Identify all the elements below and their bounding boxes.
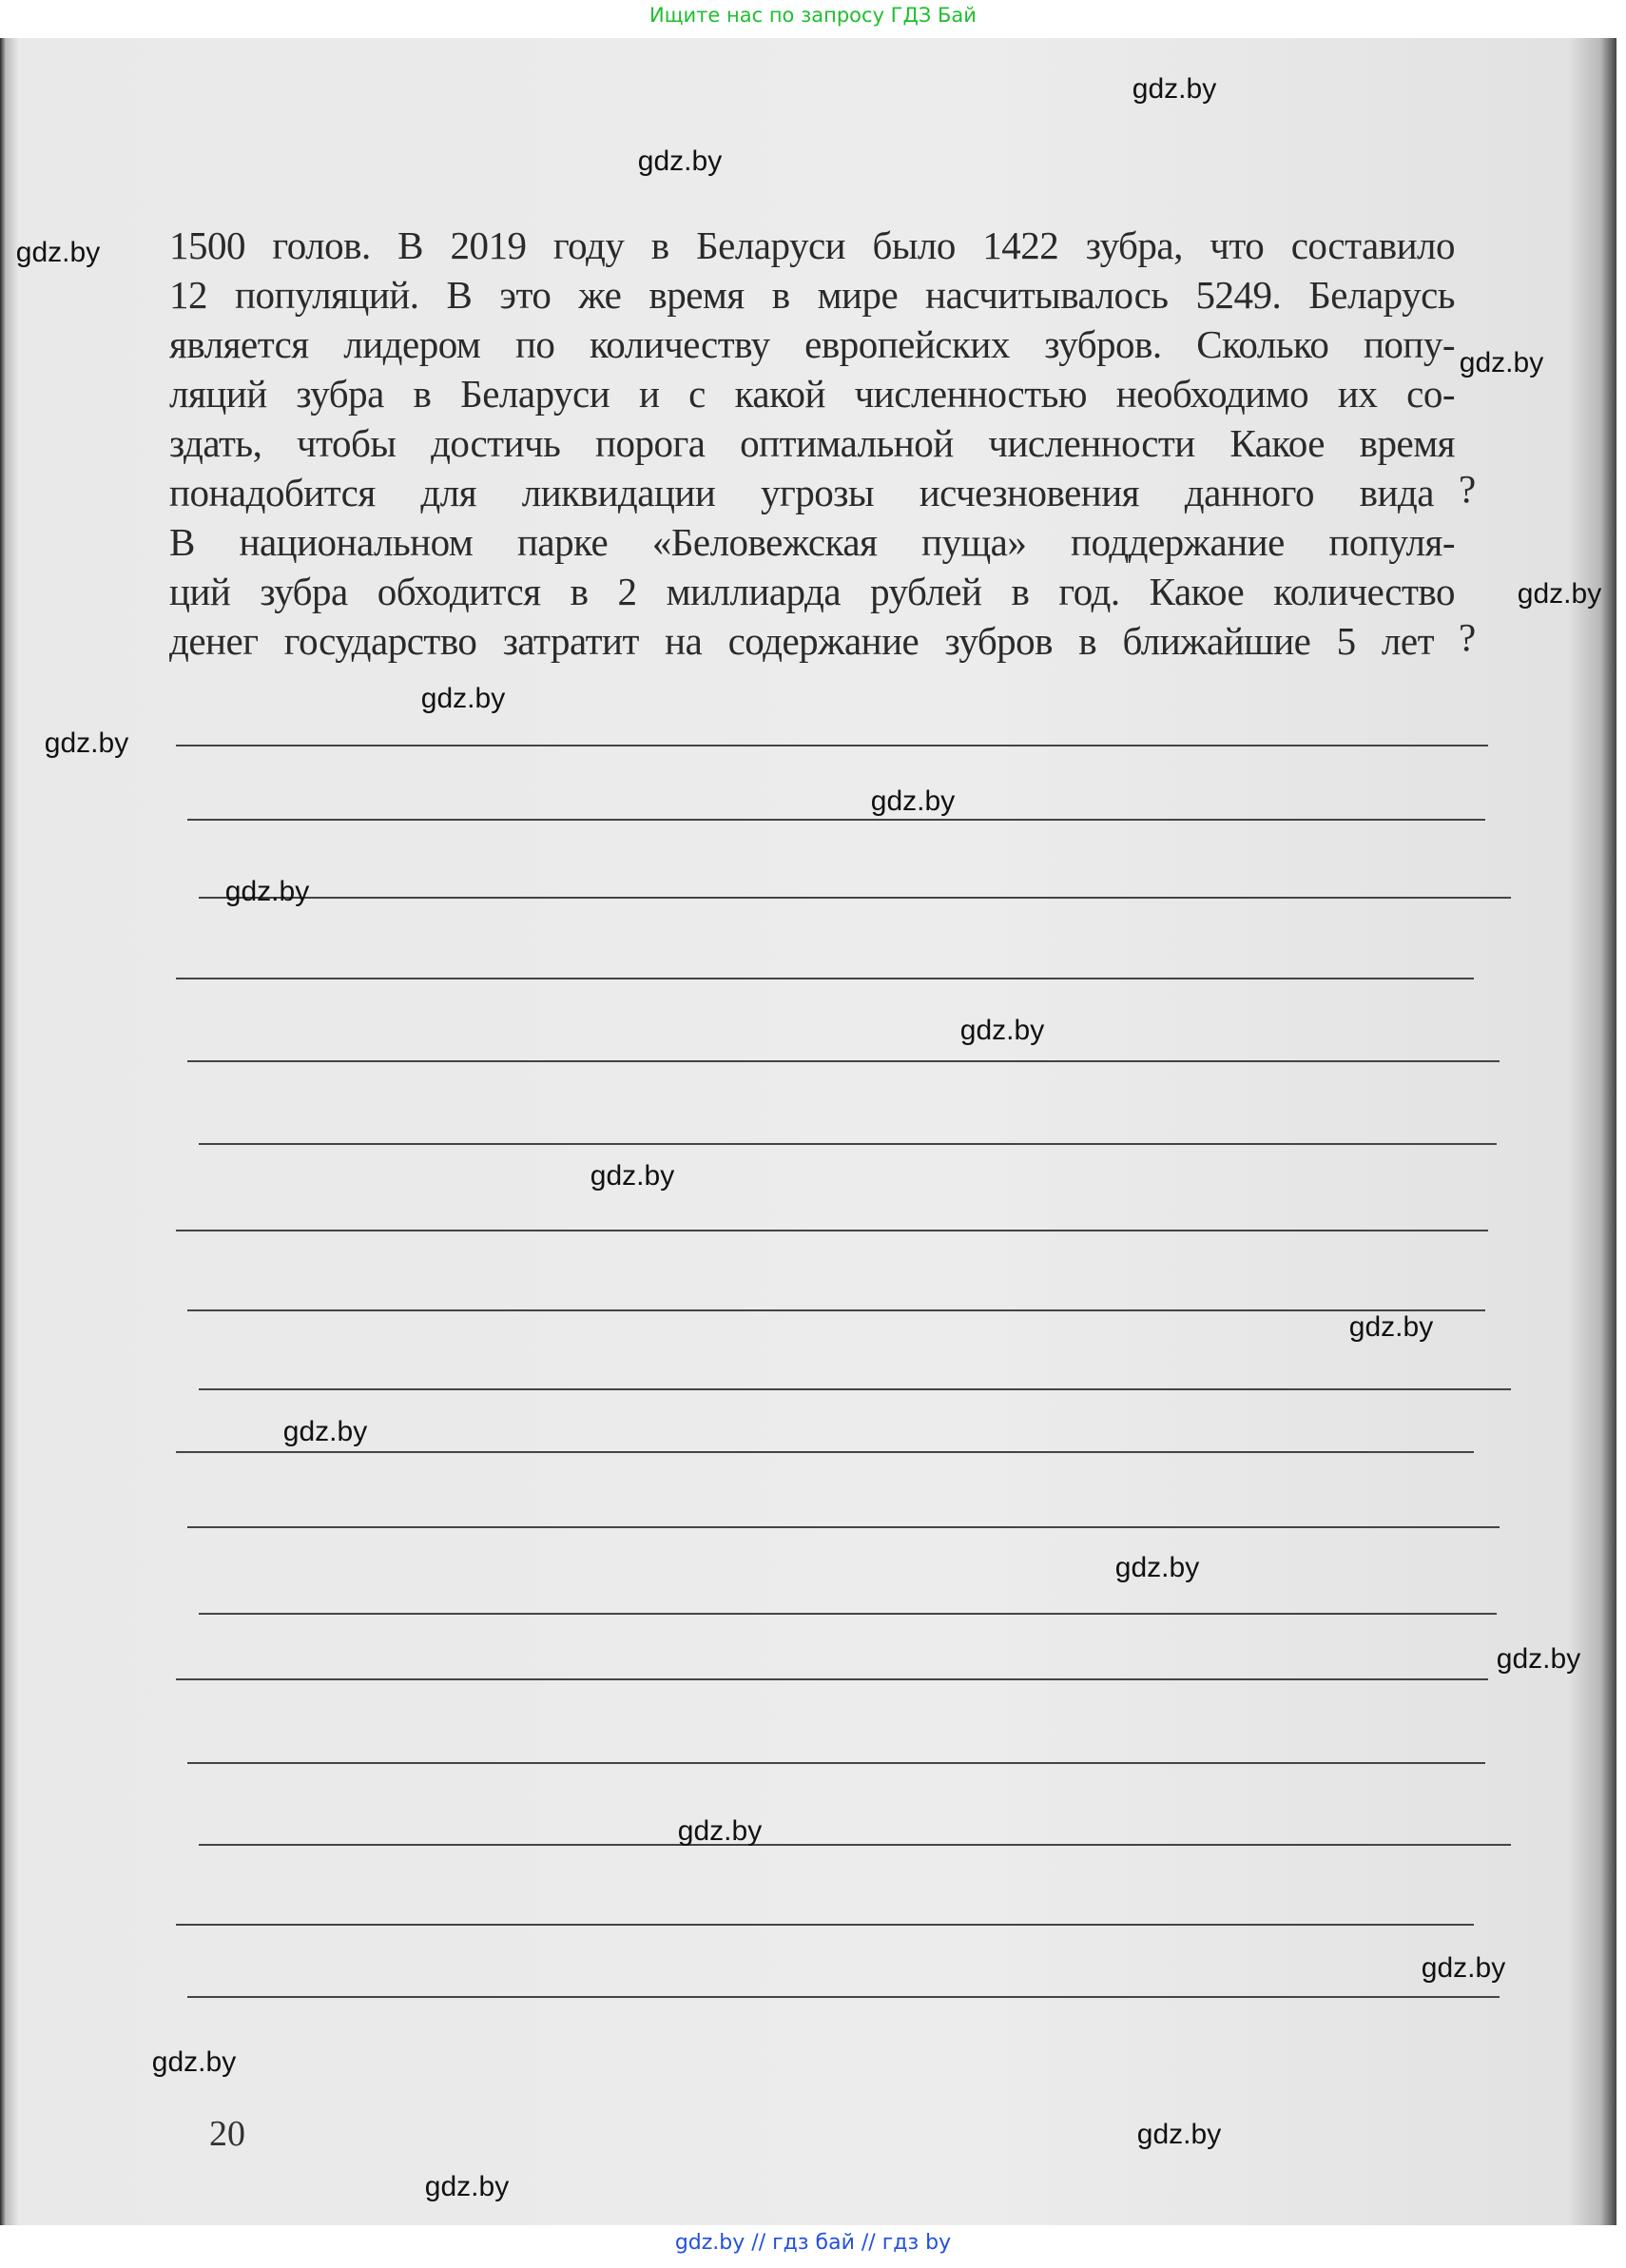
- answer-line: [187, 1762, 1485, 1764]
- task-paragraph: [169, 221, 1455, 666]
- answer-line: [199, 1143, 1497, 1145]
- answer-line: [176, 745, 1488, 746]
- watermark: gdz.by: [15, 237, 101, 268]
- answer-line: [187, 819, 1485, 821]
- watermark: gdz.by: [224, 876, 310, 907]
- watermark: gdz.by: [677, 1815, 763, 1847]
- answer-line: [199, 1388, 1511, 1390]
- watermark: gdz.by: [870, 785, 956, 817]
- answer-line: [199, 1613, 1497, 1615]
- answer-line: [176, 1924, 1474, 1926]
- watermark: gdz.by: [1132, 73, 1217, 105]
- paragraph-line: 12 популяций. В это же время в мире насчитывалось 5249. Беларусь: [169, 273, 1455, 317]
- question-mark: ?: [1459, 467, 1477, 511]
- watermark: gdz.by: [637, 145, 723, 177]
- watermark: gdz.by: [151, 2046, 237, 2078]
- paragraph-line: ляций зубра в Беларуси и с какой численностью необходимо их со-: [169, 372, 1455, 416]
- watermark: gdz.by: [1496, 1643, 1581, 1675]
- watermark: gdz.by: [590, 1160, 675, 1192]
- paragraph-line: понадобится для ликвидации угрозы исчезновения данного вида: [169, 471, 1434, 514]
- answer-line: [187, 1060, 1500, 1062]
- answer-line: [199, 897, 1511, 899]
- watermark: gdz.by: [1517, 578, 1602, 610]
- answer-line: [187, 1309, 1485, 1311]
- answer-line: [187, 1996, 1500, 1998]
- paragraph-line: является лидером по количеству европейских зубров. Сколько попу-: [169, 322, 1455, 366]
- watermark: gdz.by: [424, 2171, 510, 2202]
- watermark: gdz.by: [282, 1416, 368, 1447]
- answer-line: [176, 978, 1474, 979]
- watermark: gdz.by: [44, 727, 129, 759]
- paragraph-line: денег государство затратит на содержание зубров в ближайшие 5 лет: [169, 619, 1434, 663]
- answer-line: [199, 1844, 1511, 1846]
- footer-links[interactable]: gdz.by // гдз бай // гдз by: [674, 2231, 952, 2255]
- question-mark: ?: [1459, 615, 1477, 659]
- watermark: gdz.by: [1421, 1952, 1506, 1984]
- watermark: gdz.by: [1459, 347, 1544, 378]
- paragraph-line: В национальном парке «Беловежская пуща» поддержание популя-: [169, 520, 1455, 564]
- top-banner[interactable]: Ищите нас по запросу ГДЗ Бай: [649, 4, 977, 27]
- watermark: gdz.by: [959, 1015, 1045, 1046]
- paragraph-line: здать, чтобы достичь порога оптимальной численности Какое время: [169, 421, 1455, 465]
- answer-line: [176, 1451, 1474, 1453]
- answer-line: [187, 1526, 1500, 1528]
- paragraph-line: 1500 голов. В 2019 году в Беларуси было 1422 зубра, что составило: [169, 223, 1455, 267]
- answer-line: [176, 1230, 1488, 1231]
- watermark: gdz.by: [1114, 1552, 1200, 1583]
- watermark: gdz.by: [420, 683, 506, 714]
- watermark: gdz.by: [1348, 1311, 1434, 1343]
- paragraph-line: ций зубра обходится в 2 миллиарда рублей в год. Какое количество: [169, 570, 1455, 613]
- watermark: gdz.by: [1136, 2119, 1222, 2150]
- answer-line: [176, 1678, 1488, 1680]
- page-number: 20: [209, 2114, 245, 2154]
